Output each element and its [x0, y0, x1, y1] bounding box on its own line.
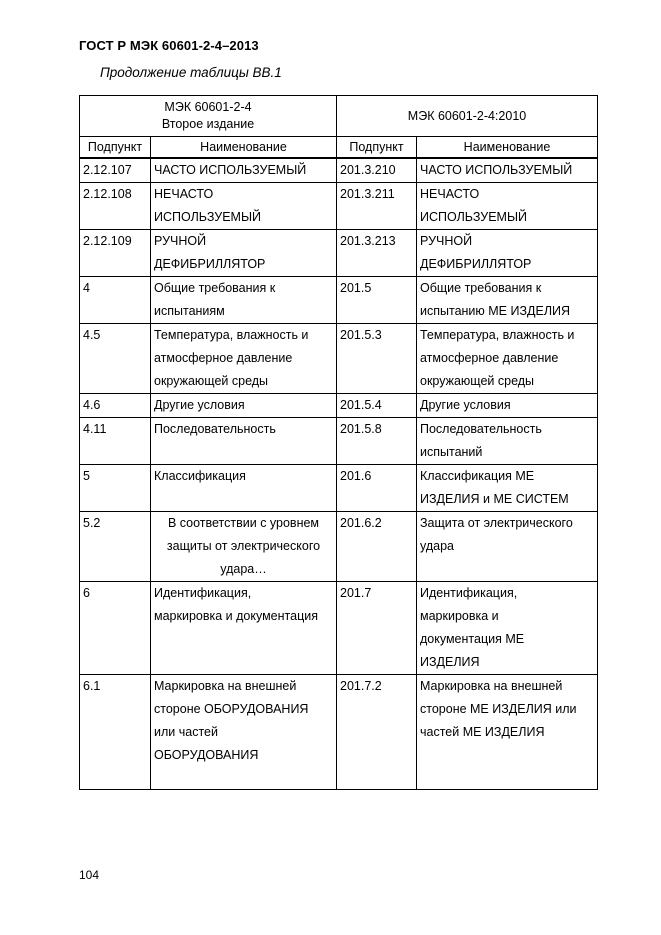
right-name-cell: [417, 418, 598, 465]
left-name-cell-line: Маркировка на внешней: [154, 679, 297, 693]
document-header: ГОСТ Р МЭК 60601-2-4–2013: [79, 38, 259, 53]
left-subclause-cell: 6.1: [80, 675, 151, 790]
left-name-cell: [151, 183, 337, 230]
left-name-cell-line: ЧАСТО ИСПОЛЬЗУЕМЫЙ: [154, 163, 307, 177]
left-name-cell-line: стороне ОБОРУДОВАНИЯ: [154, 702, 309, 716]
left-name-cell: [151, 158, 337, 183]
right-name-cell: [417, 183, 598, 230]
right-name-cell-line: ДЕФИБРИЛЛЯТОР: [420, 257, 532, 271]
col-header-left-name: Наименование: [151, 137, 337, 159]
right-name-cell: [417, 582, 598, 675]
left-name-cell-line: Другие условия: [154, 398, 245, 412]
right-subclause-cell: 201.3.210: [337, 158, 417, 183]
right-name-cell: [417, 465, 598, 512]
table-caption: Продолжение таблицы ВВ.1: [100, 65, 282, 80]
left-name-cell: [151, 512, 337, 582]
right-name-cell-line: частей МЕ ИЗДЕЛИЯ: [420, 725, 545, 739]
left-subclause-cell: 2.12.107: [80, 158, 151, 183]
right-subclause-cell: 201.7: [337, 582, 417, 675]
right-name-cell-line: ИЗДЕЛИЯ: [420, 655, 480, 669]
left-name-cell-line: маркировка и документация: [154, 609, 318, 623]
table-group-header-row: [80, 96, 598, 137]
left-name-cell-line: ИСПОЛЬЗУЕМЫЙ: [154, 210, 261, 224]
left-name-cell: [151, 582, 337, 675]
left-subclause-cell: 5.2: [80, 512, 151, 582]
left-name-cell: [151, 465, 337, 512]
left-subclause-cell: 4: [80, 277, 151, 324]
left-subclause-cell: 4.11: [80, 418, 151, 465]
right-name-cell: [417, 230, 598, 277]
right-name-cell-line: испытаний: [420, 445, 483, 459]
right-name-cell-line: атмосферное давление: [420, 351, 559, 365]
left-name-cell: [151, 418, 337, 465]
left-standard-header-line: Второе издание: [161, 117, 255, 131]
left-name-cell-line: Идентификация,: [154, 586, 252, 600]
right-subclause-cell: 201.6.2: [337, 512, 417, 582]
right-name-cell-line: Общие требования к: [420, 281, 542, 295]
table-row: [80, 230, 598, 277]
col-header-right-name: Наименование: [417, 137, 598, 159]
right-subclause-cell: 201.3.211: [337, 183, 417, 230]
right-name-cell-line: НЕЧАСТО: [420, 187, 480, 201]
left-standard-header-line: МЭК 60601-2-4: [164, 100, 252, 114]
right-name-cell: [417, 512, 598, 582]
right-name-cell: [417, 158, 598, 183]
left-name-cell-line: ОБОРУДОВАНИЯ: [154, 748, 259, 762]
right-subclause-cell: 201.5: [337, 277, 417, 324]
left-standard-header: [80, 96, 337, 137]
left-name-cell-line: Общие требования к: [154, 281, 276, 295]
left-name-cell-line: испытаниям: [154, 304, 225, 318]
left-name-cell: [151, 277, 337, 324]
right-name-cell-line: ИЗДЕЛИЯ и МЕ СИСТЕМ: [420, 492, 569, 506]
right-standard-header: МЭК 60601-2-4:2010: [337, 96, 598, 137]
table-row: [80, 582, 598, 675]
table-row: [80, 277, 598, 324]
right-name-cell: [417, 324, 598, 394]
table-row: [80, 158, 598, 183]
left-name-cell-line: атмосферное давление: [154, 351, 293, 365]
left-name-cell: [151, 675, 337, 790]
right-name-cell-line: РУЧНОЙ: [420, 234, 473, 248]
right-name-cell: [417, 675, 598, 790]
left-name-cell-line: НЕЧАСТО: [154, 187, 214, 201]
left-subclause-cell: 2.12.109: [80, 230, 151, 277]
right-name-cell-line: Другие условия: [420, 398, 511, 412]
right-subclause-cell: 201.7.2: [337, 675, 417, 790]
right-name-cell-line: ЧАСТО ИСПОЛЬЗУЕМЫЙ: [420, 163, 573, 177]
right-name-cell-line: документация МЕ: [420, 632, 525, 646]
left-name-cell-line: РУЧНОЙ: [154, 234, 207, 248]
left-name-cell-line: или частей: [154, 725, 218, 739]
right-name-cell-line: Классификация МЕ: [420, 469, 535, 483]
left-subclause-cell: 5: [80, 465, 151, 512]
right-name-cell: [417, 277, 598, 324]
right-name-cell-line: стороне МЕ ИЗДЕЛИЯ или: [420, 702, 577, 716]
left-name-cell-line: защиты от электрического: [166, 539, 321, 553]
right-name-cell-line: ИСПОЛЬЗУЕМЫЙ: [420, 210, 527, 224]
right-subclause-cell: 201.6: [337, 465, 417, 512]
table-column-header-row: [80, 137, 598, 159]
correspondence-table: [79, 95, 598, 790]
right-name-cell-line: Защита от электрического: [420, 516, 573, 530]
table-row: [80, 512, 598, 582]
left-subclause-cell: 4.5: [80, 324, 151, 394]
left-name-cell-line: окружающей среды: [154, 374, 269, 388]
table-row: [80, 418, 598, 465]
right-name-cell-line: Идентификация,: [420, 586, 518, 600]
left-name-cell-line: В соответствии с уровнем: [167, 516, 320, 530]
page-number: 104: [79, 868, 100, 882]
right-name-cell-line: удара: [420, 539, 454, 553]
table-row: [80, 675, 598, 790]
right-name-cell: [417, 394, 598, 418]
table-row: [80, 465, 598, 512]
left-name-cell: [151, 324, 337, 394]
table-row: [80, 183, 598, 230]
left-name-cell-line: удара…: [220, 562, 267, 576]
right-name-cell-line: окружающей среды: [420, 374, 535, 388]
left-name-cell-line: Температура, влажность и: [154, 328, 309, 342]
right-subclause-cell: 201.3.213: [337, 230, 417, 277]
right-name-cell-line: испытанию МЕ ИЗДЕЛИЯ: [420, 304, 571, 318]
left-name-cell-line: Последовательность: [154, 422, 276, 436]
right-subclause-cell: 201.5.4: [337, 394, 417, 418]
table-row: [80, 324, 598, 394]
col-header-right-subclause: Подпункт: [337, 137, 417, 159]
left-subclause-cell: 4.6: [80, 394, 151, 418]
col-header-left-subclause: Подпункт: [80, 137, 151, 159]
left-subclause-cell: 6: [80, 582, 151, 675]
right-subclause-cell: 201.5.8: [337, 418, 417, 465]
table-row: [80, 394, 598, 418]
left-name-cell-line: Классификация: [154, 469, 246, 483]
left-subclause-cell: 2.12.108: [80, 183, 151, 230]
left-name-cell: [151, 394, 337, 418]
left-name-cell: [151, 230, 337, 277]
right-name-cell-line: Температура, влажность и: [420, 328, 575, 342]
right-subclause-cell: 201.5.3: [337, 324, 417, 394]
left-name-cell-line: ДЕФИБРИЛЛЯТОР: [154, 257, 266, 271]
right-name-cell-line: маркировка и: [420, 609, 499, 623]
right-name-cell-line: Маркировка на внешней: [420, 679, 563, 693]
right-name-cell-line: Последовательность: [420, 422, 542, 436]
